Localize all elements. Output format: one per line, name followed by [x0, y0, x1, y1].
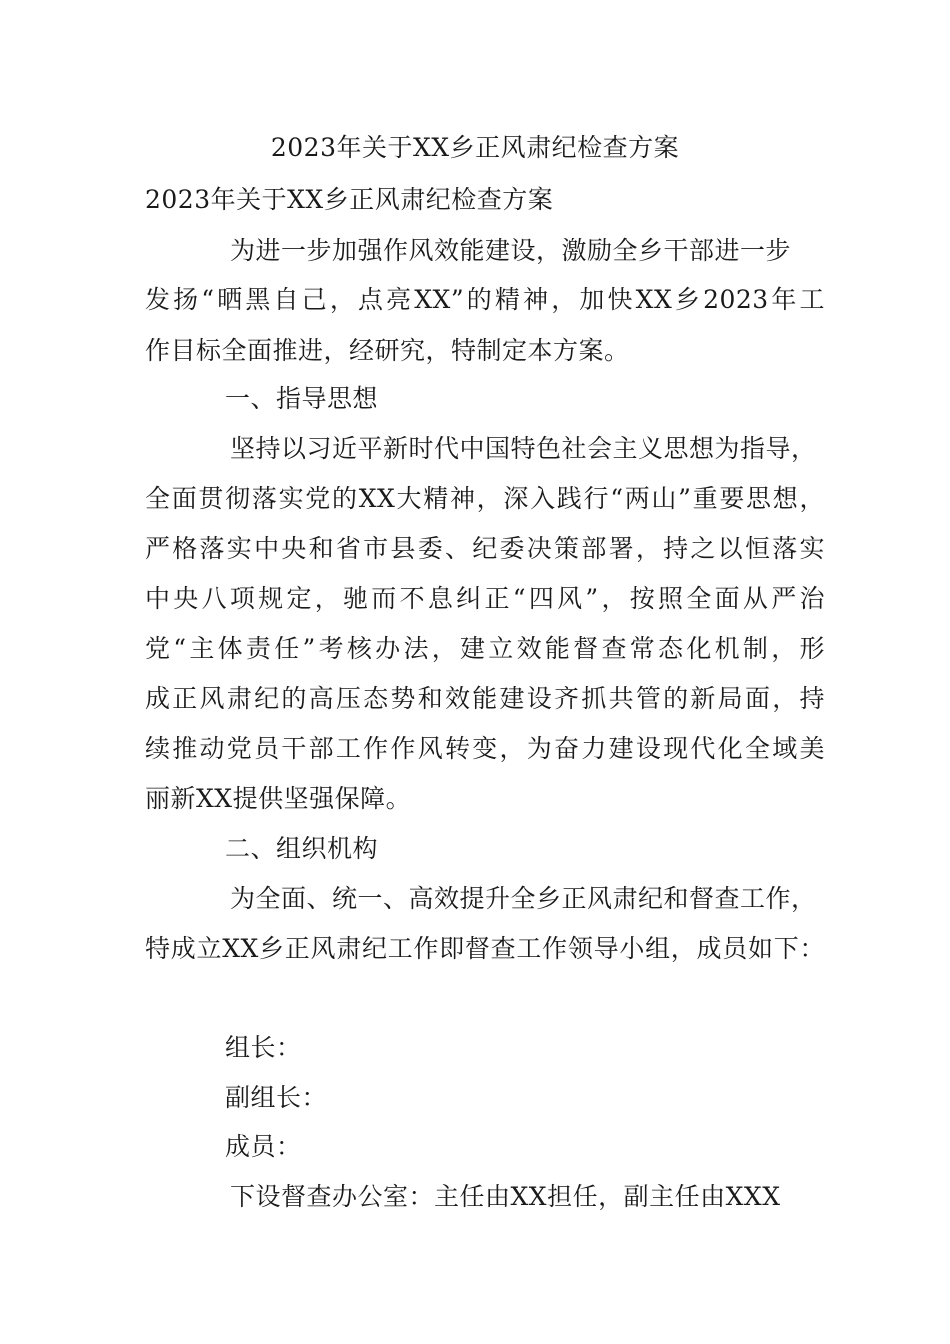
section1-line-1: 坚持以习近平新时代中国特色社会主义思想为指导， — [230, 434, 817, 463]
section2-heading: 二、组织机构 — [225, 834, 379, 863]
section1-line-8: 丽新XX提供坚强保障。 — [145, 784, 412, 813]
section1-line-2: 全面贯彻落实党的XX大精神，深入践行“两山”重要思想， — [145, 484, 825, 513]
section1-line-7: 续推动党员干部工作作风转变，为奋力建设现代化全域美 — [145, 734, 825, 763]
member-deputy: 副组长： — [225, 1083, 328, 1112]
member-leader: 组长： — [225, 1033, 302, 1062]
office-line: 下设督查办公室：主任由XX担任，副主任由XXX — [230, 1182, 781, 1211]
document-subtitle: 2023年关于XX乡正风肃纪检查方案 — [145, 185, 554, 214]
section1-heading: 一、指导思想 — [225, 384, 379, 413]
intro-line-3: 作目标全面推进，经研究，特制定本方案。 — [145, 336, 630, 365]
section1-line-6: 成正风肃纪的高压态势和效能建设齐抓共管的新局面，持 — [145, 684, 825, 713]
intro-line-2: 发扬“晒黑自己，点亮XX”的精神，加快XX乡2023年工 — [145, 285, 825, 314]
section1-line-4: 中央八项规定，驰而不息纠正“四风”，按照全面从严治 — [145, 584, 825, 613]
document-title: 2023年关于XX乡正风肃纪检查方案 — [270, 133, 680, 162]
section2-line-1: 为全面、统一、高效提升全乡正风肃纪和督查工作， — [230, 884, 817, 913]
section1-line-5: 党“主体责任”考核办法，建立效能督查常态化机制，形 — [145, 634, 825, 663]
member-members: 成员： — [225, 1132, 302, 1161]
section1-line-3: 严格落实中央和省市县委、纪委决策部署，持之以恒落实 — [145, 534, 825, 563]
section2-line-2: 特成立XX乡正风肃纪工作即督查工作领导小组，成员如下： — [145, 934, 825, 963]
intro-line-1: 为进一步加强作风效能建设，激励全乡干部进一步 — [230, 236, 792, 265]
